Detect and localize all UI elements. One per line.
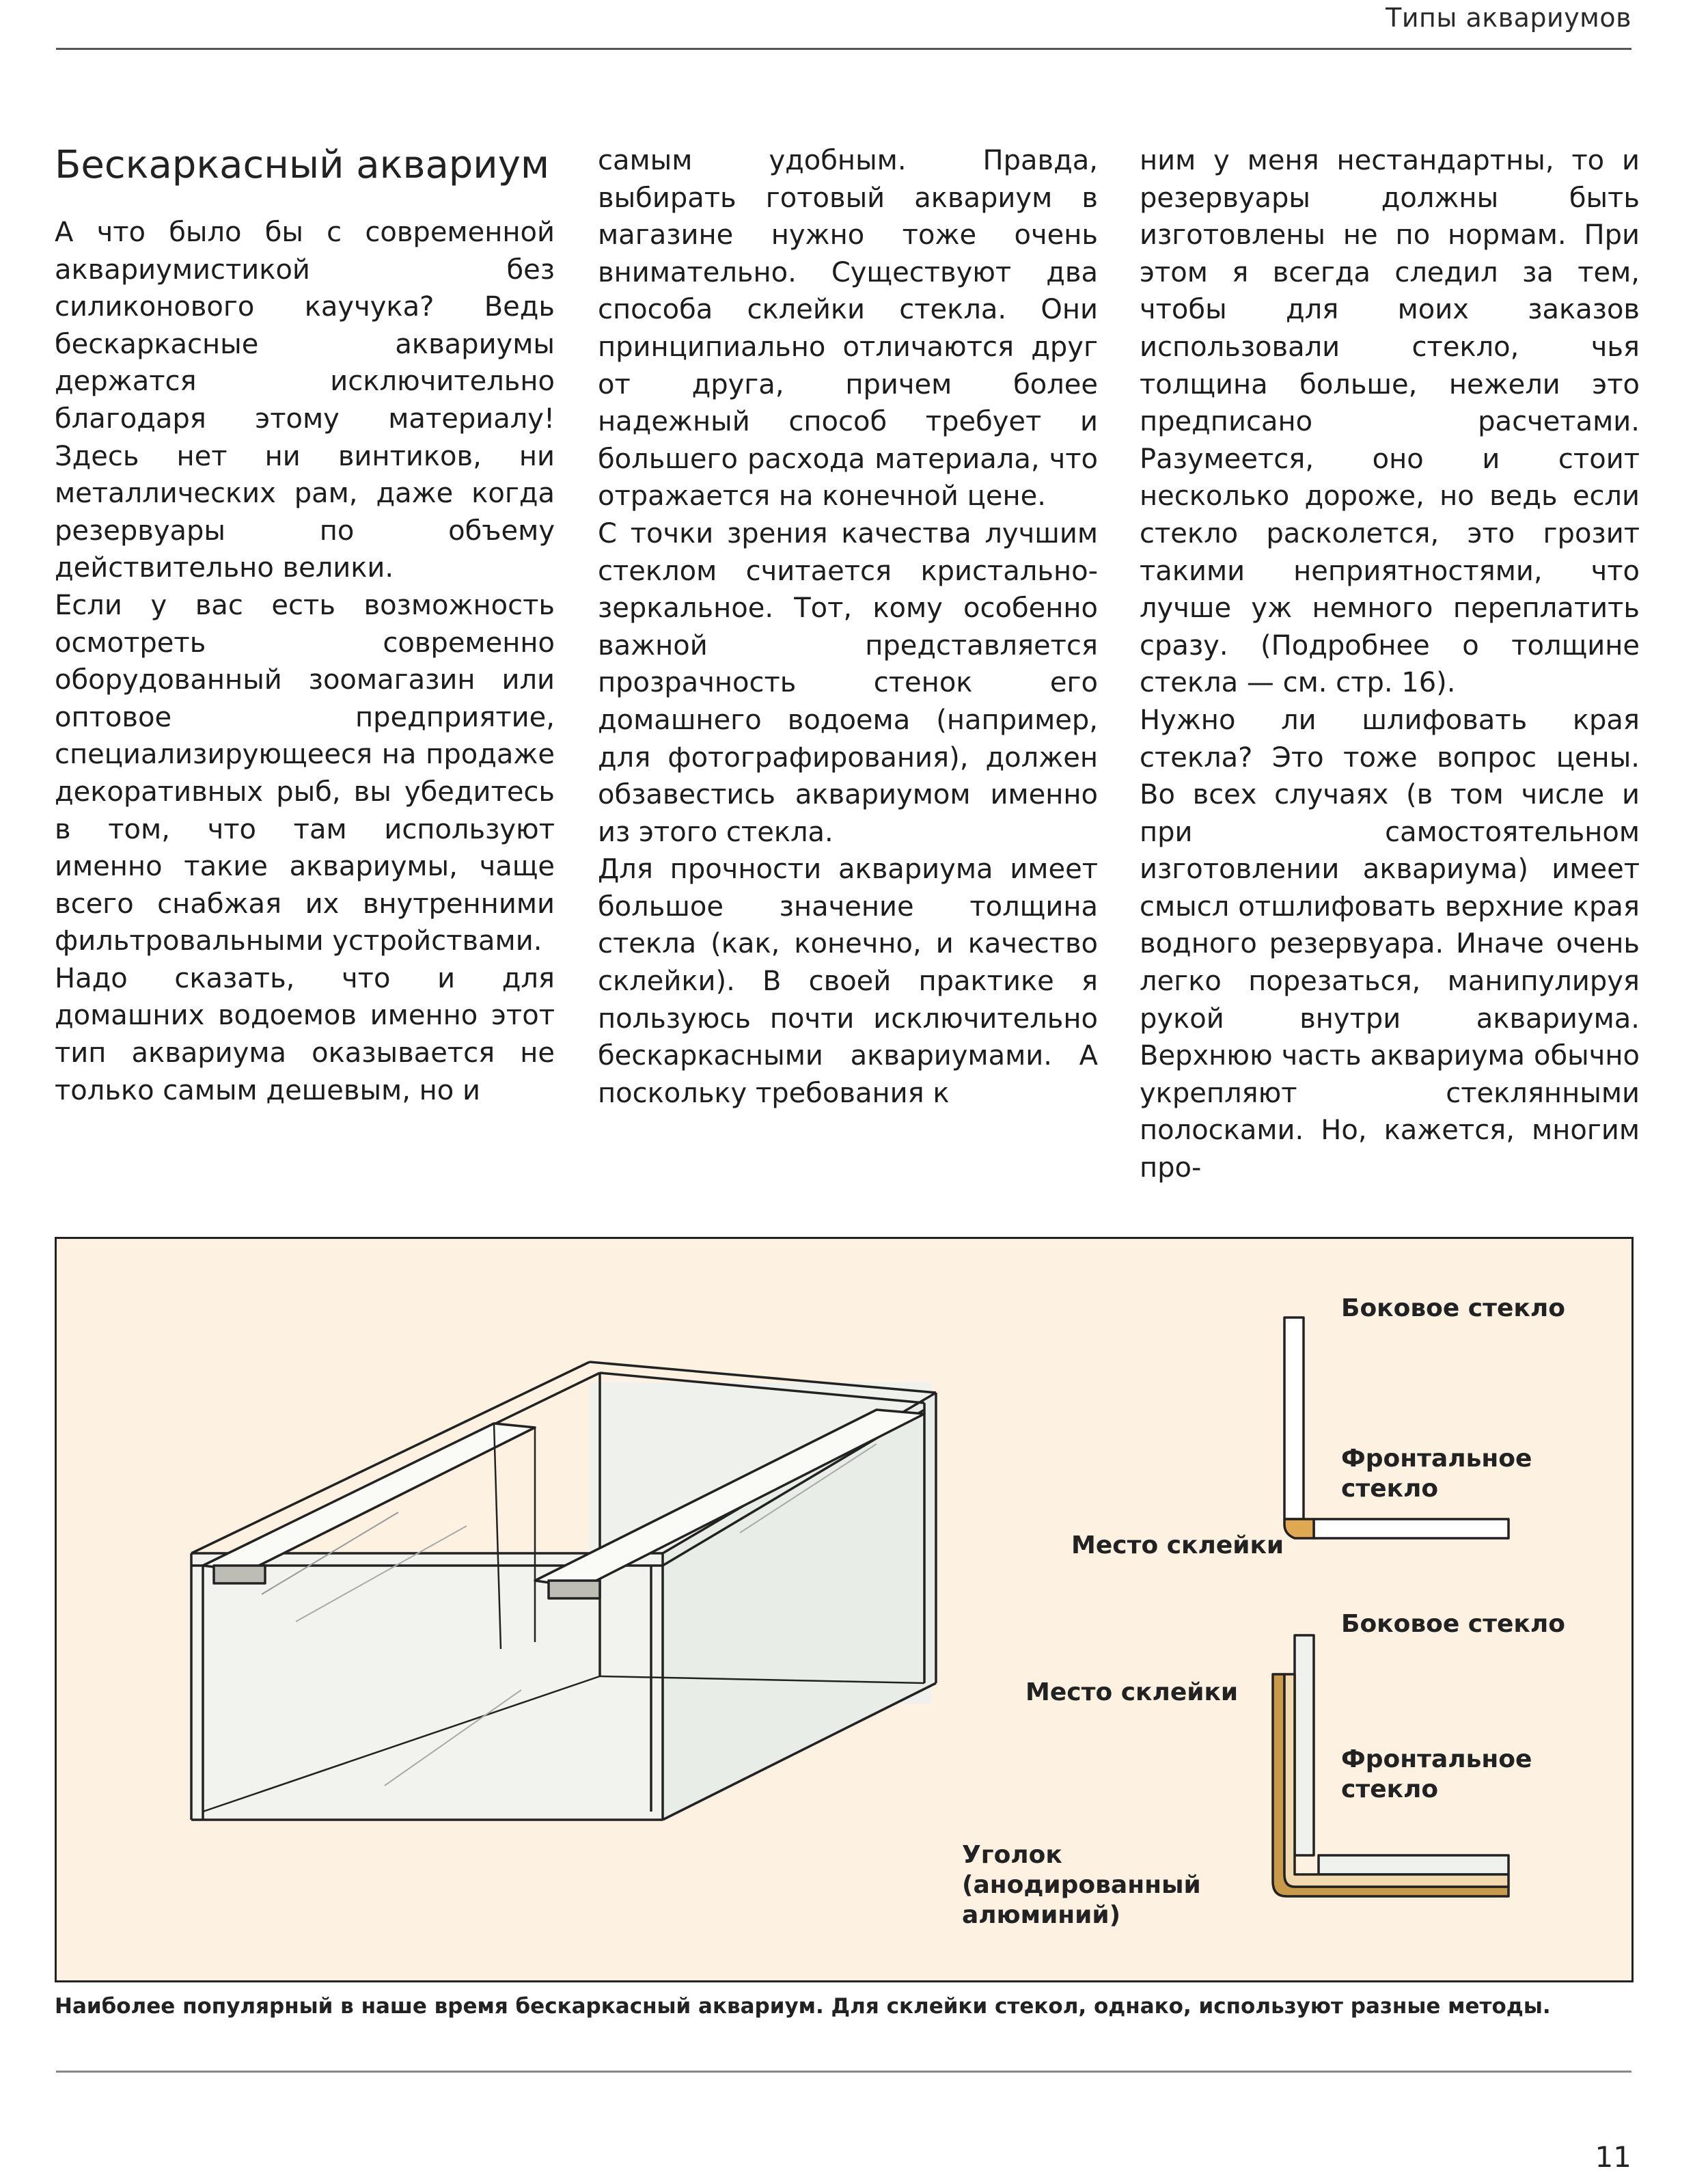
support-block [214,1566,265,1583]
label-aluminium-corner: Уголок (анодированный алюминий) [962,1841,1201,1929]
paragraph: Если у вас есть возможность осмотреть современно оборудованный зоомагазин или оптовое предприятие, специализирующееся на продаже декоративных рыб, вы убедитесь в том, что там используют именно такие аквариумы, чаще всего снабжая их внутренними фильтровальными устройствами. [55,589,555,957]
paragraph: Для прочности аквариума имеет большое значение толщина стекла (как, конечно, и качество склейки). В своей практике я пользуюсь почти исключительно бескаркасными аквариумами. А поскольку требования к [598,854,1098,1109]
corner-diagram-1 [1284,1318,1509,1538]
side-glass-pane-1 [1284,1318,1304,1519]
support-block [549,1581,600,1598]
side-glass-pane-2 [1295,1635,1314,1855]
aquarium-figure [55,1237,1634,1982]
label-glue-point-2: Место склейки [1025,1678,1239,1706]
running-title: Типы аквариумов [1386,3,1631,33]
label-side-glass-1: Боковое стекло [1341,1294,1565,1322]
text-column-3 [1140,142,1640,1187]
bottom-rule [56,2071,1631,2073]
text-column-2 [598,142,1098,1112]
paragraph: Надо сказать, что и для домашних водоемов именно этот тип аквариума оказывается не только самым дешевым, но и [55,962,555,1106]
front-glass-pane-2 [1319,1855,1509,1874]
top-strip-left [203,1423,535,1571]
glue-seam-1 [1284,1519,1314,1538]
paragraph: С точки зрения качества лучшим стеклом считается кристально-зеркальное. Тот, кому особенно важной представляется прозрачность стенок его домашнего водоема (например, для фотографирования), должен обзавестись аквариумом именно из этого стекла. [598,517,1098,848]
figure-caption: Наиболее популярный в наше время бескаркасный аквариум. Для склейки стекол, однако, используют разные методы. [55,1994,1551,2019]
label-side-glass-2: Боковое стекло [1341,1610,1565,1638]
paragraph: самым удобным. Правда, выбирать готовый аквариум в магазине нужно тоже очень внимательно. Существуют два способа склейки стекла. Они принципиально отличаются друг от друга, причем более надежный способ требует и большего расхода материала, что отражается на конечной цене. [598,145,1098,513]
aquarium-illustration [191,1362,936,1820]
top-rule [56,48,1631,50]
text-column-1 [55,142,555,1109]
page-number: 11 [1595,2140,1631,2174]
paragraph: Нужно ли шлифовать края стекла? Это тоже вопрос цены. Во всех случаях (в том числе и при самостоятельном изготовлении аквариума) имеет смысл отшлифовать верхние края водного резервуара. Иначе очень легко порезаться, манипулируя рукой внутри аквариума. Верхнюю часть аквариума обычно укрепляют стеклянными полосками. Но, кажется, многим про- [1140,704,1640,1184]
front-glass-pane-1 [1314,1519,1509,1538]
label-glue-point-1: Место склейки [1071,1531,1284,1559]
label-front-glass-1: Фронтальное стекло [1341,1445,1532,1503]
paragraph: ним у меня нестандартны, то и резервуары должны быть изготовлены не по нормам. При этом я всегда следил за тем, чтобы для моих заказов использовали стекло, чья толщина больше, нежели это предписано расчетами. Разумеется, оно и стоит несколько дороже, но ведь если стекло расколется, это грозит такими неприятностями, что лучше уж немного переплатить сразу. (Подробнее о толщине стекла — см. стр. 16). [1140,145,1640,699]
label-front-glass-2: Фронтальное стекло [1341,1745,1532,1803]
paragraph: А что было бы с современной аквариумистикой без силиконового каучука? Ведь бескаркасные аквариумы держатся исключительно благодаря этому материалу! Здесь нет ни винтиков, ни металлических рам, даже когда резервуары по объему действительно велики. [55,217,555,584]
article-title: Бескаркасный аквариум [55,143,550,187]
